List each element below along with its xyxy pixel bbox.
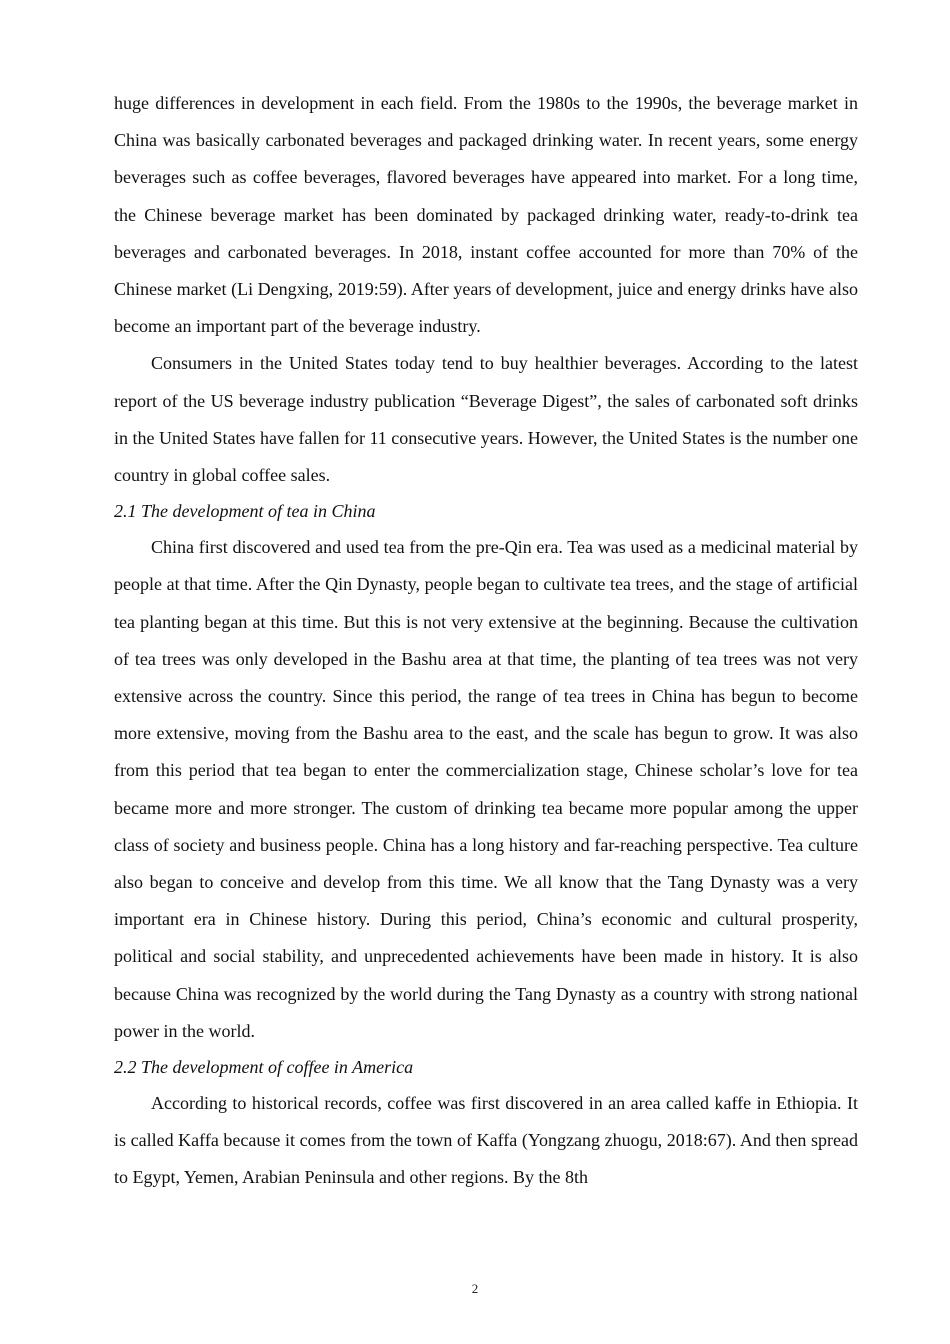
page-number: 2 bbox=[471, 1281, 479, 1296]
paragraph-coffee-history: According to historical records, coffee was first discovered in an area called kaffe in Ethiopia. It is called Kaffa because it comes from the town of Kaffa (Yongzang zhuogu, 2018:67). And then spread to Egypt, Yemen, Arabian Peninsula and other regions. By the 8th bbox=[114, 1093, 858, 1188]
page-content bbox=[114, 85, 858, 1197]
paragraph-beverage-market-china: huge differences in development in each field. From the 1980s to the 1990s, the beverage market in China was basically carbonated beverages and packaged drinking water. In recent years, some energy beverages such as coffee beverages, flavored beverages have appeared into market. For a long time, the Chinese beverage market has been dominated by packaged drinking water, ready-to-drink tea beverages and carbonated beverages. In 2018, instant coffee accounted for more than 70% of the Chinese market (Li Dengxing, 2019:59). After years of development, juice and energy drinks have also become an important part of the beverage industry. bbox=[114, 93, 858, 337]
paragraph-tea-history: China first discovered and used tea from the pre-Qin era. Tea was used as a medicinal material by people at that time. After the Qin Dynasty, people began to cultivate tea trees, and the stage of artificial tea planting began at this time. But this is not very extensive at the beginning. Because the cultivation of tea trees was only developed in the Bashu area at that time, the planting of tea trees was not very extensive across the country. Since this period, the range of tea trees in China has begun to become more extensive, moving from the Bashu area to the east, and the scale has begun to grow. It was also from this period that tea began to enter the commercialization stage, Chinese scholar’s love for tea became more and more stronger. The custom of drinking tea became more popular among the upper class of society and business people. China has a long history and far-reaching perspective. Tea culture also began to conceive and develop from this time. We all know that the Tang Dynasty was a very important era in Chinese history. During this period, China’s economic and cultural prosperity, political and social stability, and unprecedented achievements have been made in history. It is also because China was recognized by the world during the Tang Dynasty as a country with strong national power in the world. bbox=[114, 537, 858, 1041]
paragraph-us-consumers: Consumers in the United States today tend to buy healthier beverages. According to the latest report of the US beverage industry publication “Beverage Digest”, the sales of carbonated soft drinks in the United States have fallen for 11 consecutive years. However, the United States is the number one country in global coffee sales. bbox=[114, 353, 858, 486]
section-heading-coffee-in-america: 2.2 The development of coffee in America bbox=[114, 1057, 414, 1078]
section-heading-tea-in-china: 2.1 The development of tea in China bbox=[114, 501, 376, 522]
